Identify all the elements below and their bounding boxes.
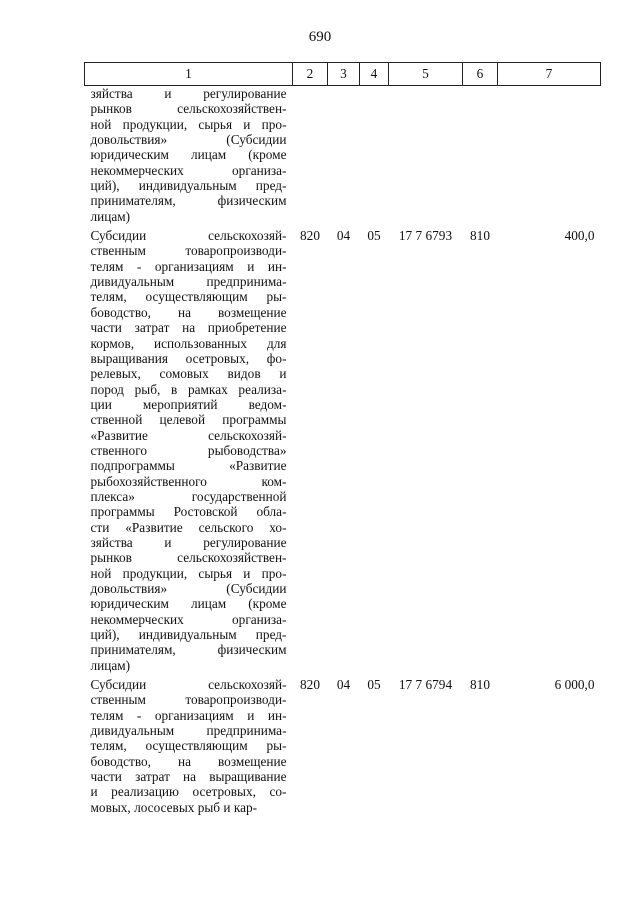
expense-type-code: 810 bbox=[470, 677, 490, 693]
subsection-code: 05 bbox=[367, 228, 381, 244]
section-code bbox=[328, 86, 360, 225]
description-line: рыбохозяйственного ком- bbox=[90, 473, 287, 489]
description-line: «Развитие сельскохозяй- bbox=[90, 427, 287, 443]
description-line: довольствия» (Субсидии bbox=[90, 581, 287, 596]
description-line: ственным товаропроизводи- bbox=[90, 692, 287, 708]
description-line: ной продукции, сырья и про- bbox=[90, 565, 287, 581]
description-line: сти «Развитие сельского хо- bbox=[90, 519, 287, 535]
description-line: некоммерческих организа- bbox=[90, 611, 287, 627]
description-line: принимателям, физическим bbox=[90, 642, 287, 658]
amount-value: 400,0 bbox=[564, 228, 595, 244]
description-line: части затрат на выращивание bbox=[90, 769, 287, 785]
ministry-code: 820 bbox=[300, 228, 320, 244]
description-line: рынков сельскохозяйствен- bbox=[90, 101, 287, 117]
description-line: телям - организациям и ин- bbox=[90, 258, 287, 274]
section-code: 04 bbox=[336, 677, 351, 693]
row-description bbox=[85, 673, 293, 815]
description-line: программы Ростовской обла- bbox=[90, 504, 287, 520]
description-line: некоммерческих организа- bbox=[90, 162, 287, 178]
column-header-1: 1 bbox=[85, 63, 293, 86]
expense-type-code: 810 bbox=[470, 228, 490, 244]
section-code: 04 bbox=[336, 228, 351, 244]
amount-value bbox=[498, 86, 601, 225]
expense-type-code bbox=[463, 86, 498, 225]
description-line: юридическим лицам (кроме bbox=[90, 596, 287, 612]
amount-value: 6 000,0 bbox=[554, 677, 595, 693]
column-header-2: 2 bbox=[293, 63, 328, 86]
description-line: рынков сельскохозяйствен- bbox=[90, 550, 287, 566]
description-line: лицам) bbox=[90, 208, 131, 224]
column-header-6: 6 bbox=[463, 63, 498, 86]
subsection-code bbox=[360, 86, 389, 225]
description-line: довольствия» (Субсидии bbox=[90, 132, 287, 148]
description-line: Субсидии сельскохозяй- bbox=[90, 677, 287, 693]
ministry-code: 820 bbox=[300, 677, 320, 693]
column-header-4: 4 bbox=[360, 63, 389, 86]
description-line: ственным товаропроизводи- bbox=[90, 243, 287, 259]
description-line: юридическим лицам (кроме bbox=[90, 147, 287, 163]
column-header-5: 5 bbox=[389, 63, 463, 86]
description-line: ственной целевой программы bbox=[90, 412, 287, 428]
description-line: Субсидии сельскохозяй- bbox=[90, 228, 287, 244]
description-line: принимателям, физическим bbox=[90, 193, 287, 209]
table-row bbox=[85, 86, 601, 225]
description-line: боводство, на возмещение bbox=[90, 304, 287, 320]
description-line: плекса» государственной bbox=[90, 488, 287, 504]
table-header-row bbox=[85, 63, 601, 86]
description-line: ной продукции, сырья и про- bbox=[90, 116, 287, 132]
description-line: дивидуальным предпринима- bbox=[90, 274, 287, 290]
description-line: лицам) bbox=[90, 657, 131, 673]
description-line: боводство, на возмещение bbox=[90, 753, 287, 769]
ministry-code bbox=[293, 86, 328, 225]
description-line: телям, осуществляющим ры- bbox=[90, 738, 287, 754]
description-line: ции мероприятий ведом- bbox=[90, 396, 287, 412]
description-line: телям - организациям и ин- bbox=[90, 707, 287, 723]
description-line: зяйства и регулирование bbox=[90, 534, 287, 550]
description-line: и реализацию осетровых, со- bbox=[90, 784, 287, 800]
description-line: ственного рыбоводства» bbox=[90, 442, 287, 458]
column-header-7: 7 bbox=[498, 63, 601, 86]
page-number: 690 bbox=[308, 29, 332, 45]
description-line: телям, осуществляющим ры- bbox=[90, 289, 287, 305]
table-row bbox=[85, 224, 601, 673]
description-line: дивидуальным предпринима- bbox=[90, 723, 287, 739]
description-line: пород рыб, в рамках реализа- bbox=[90, 381, 287, 397]
description-line: части затрат на приобретение bbox=[90, 320, 287, 336]
description-line: выращивания осетровых, фо- bbox=[90, 350, 287, 366]
target-article-code: 17 7 6793 bbox=[398, 228, 453, 244]
table-row bbox=[85, 673, 601, 815]
description-line: ций), индивидуальным пред- bbox=[90, 178, 287, 194]
target-article-code: 17 7 6794 bbox=[398, 677, 453, 693]
column-header-3: 3 bbox=[328, 63, 360, 86]
row-description bbox=[85, 224, 293, 673]
row-description bbox=[85, 86, 293, 225]
budget-table bbox=[84, 62, 601, 815]
description-line: подпрограммы «Развитие bbox=[90, 458, 287, 474]
target-article-code bbox=[389, 86, 463, 225]
subsection-code: 05 bbox=[367, 677, 381, 693]
description-line: мовых, лососевых рыб и кар- bbox=[90, 799, 258, 815]
description-line: кормов, использованных для bbox=[90, 335, 287, 351]
description-line: ций), индивидуальным пред- bbox=[90, 627, 287, 643]
description-line: релевых, сомовых видов и bbox=[90, 366, 287, 382]
description-line: зяйства и регулирование bbox=[90, 86, 287, 101]
